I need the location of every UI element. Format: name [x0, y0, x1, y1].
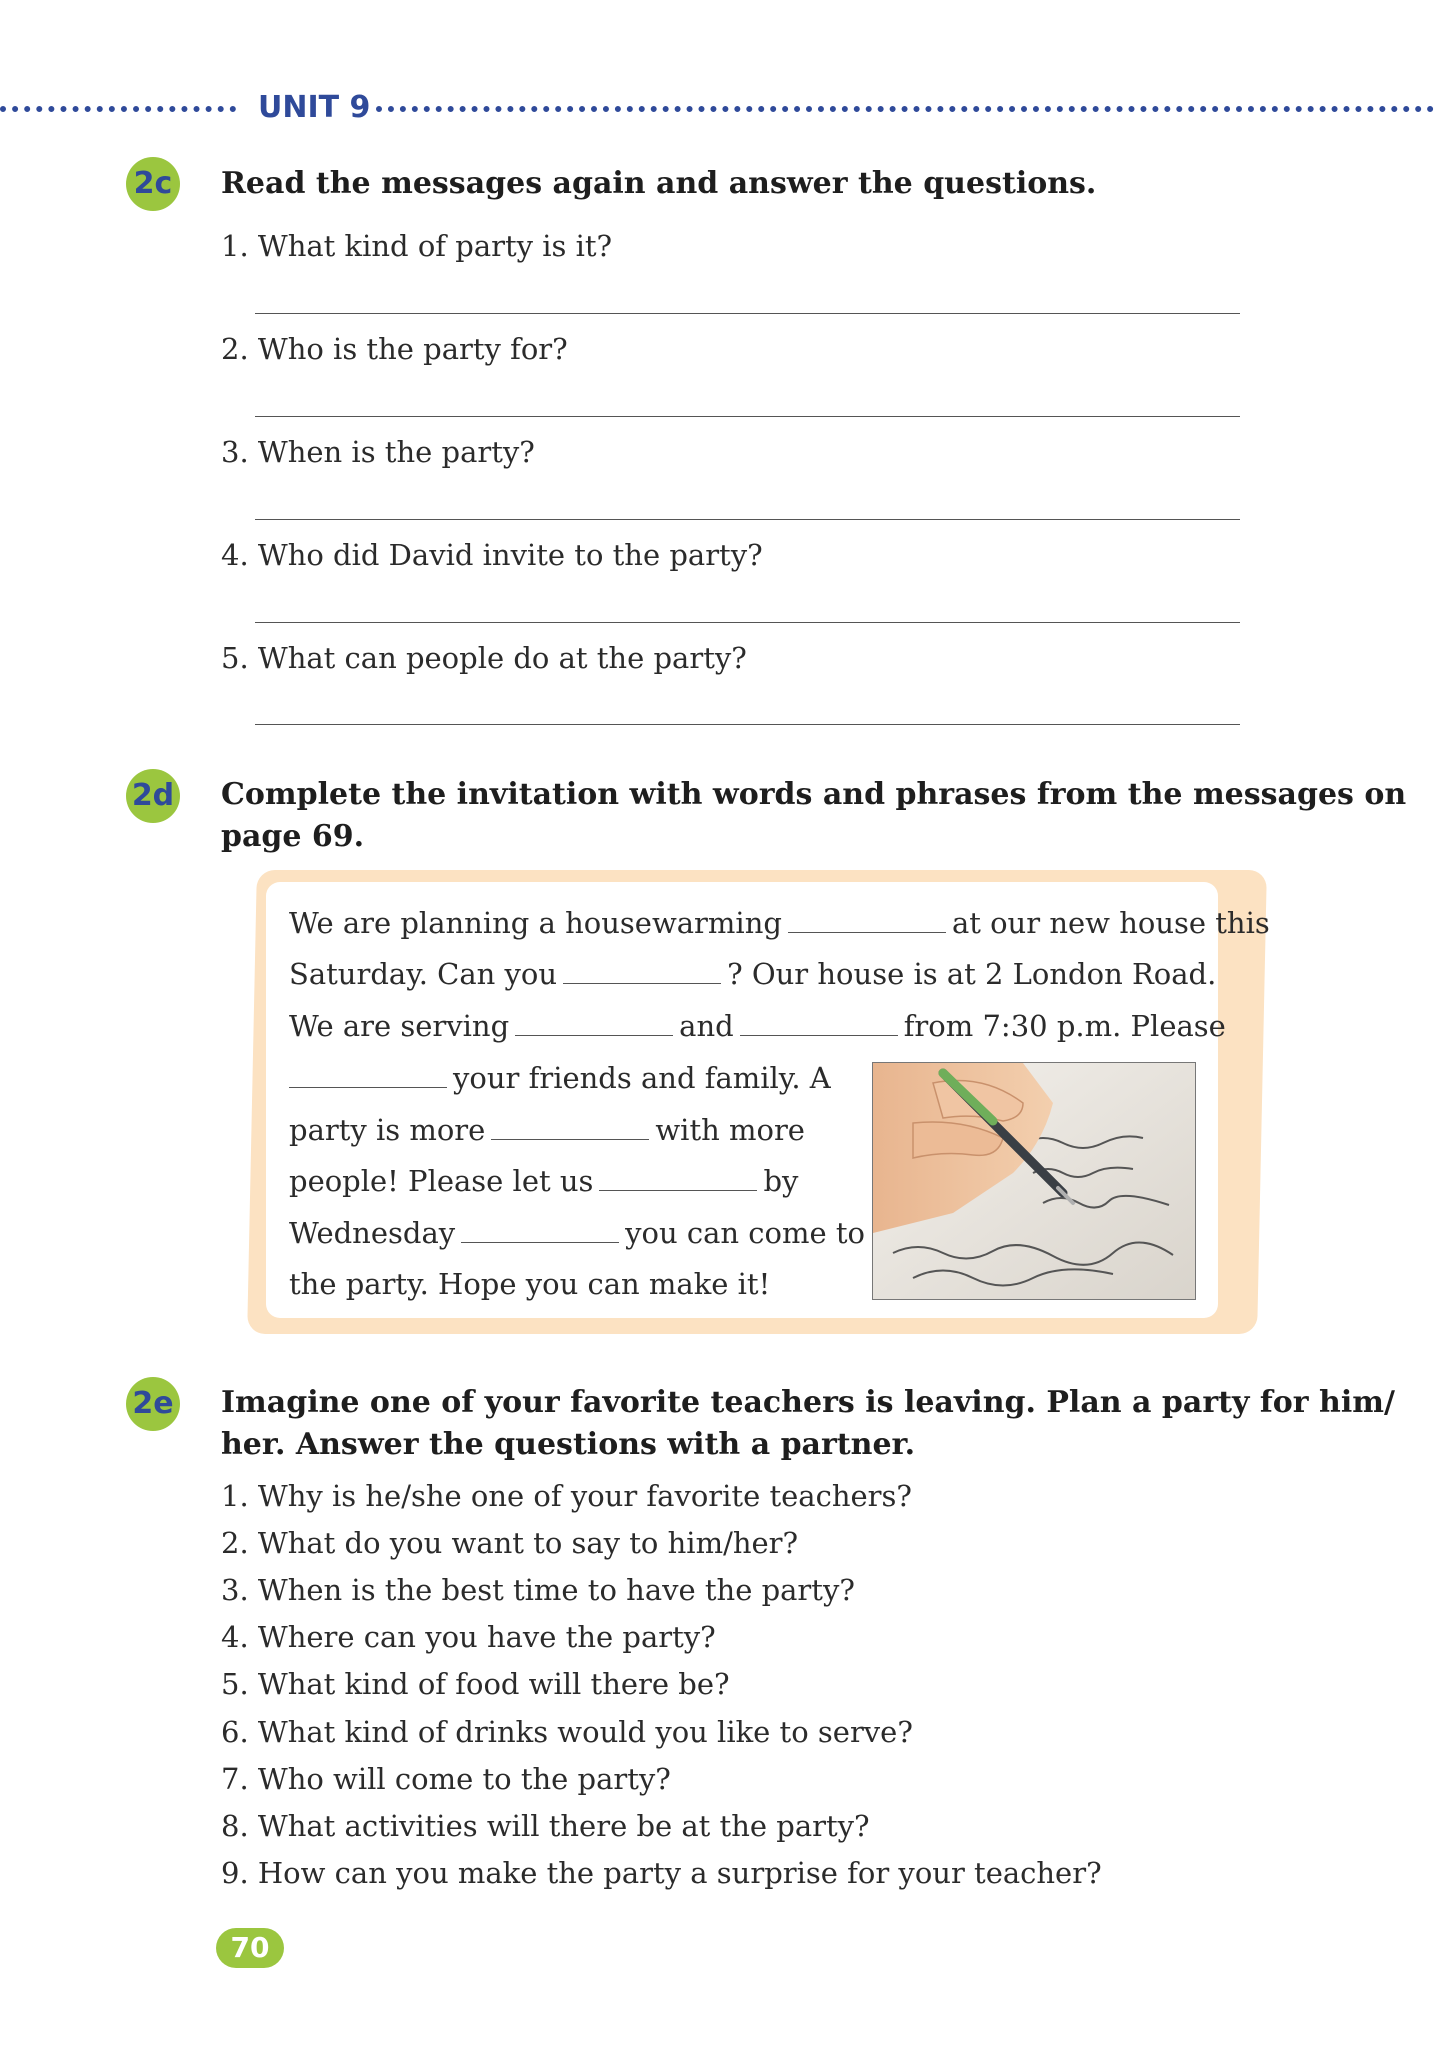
invitation-text: Wednesday — [289, 1216, 456, 1250]
question-2e-4: 4. Where can you have the party? — [221, 1620, 716, 1654]
blank-4[interactable] — [740, 1009, 898, 1036]
answer-line-2c-5[interactable] — [255, 724, 1240, 725]
invitation-line-7 — [289, 1213, 865, 1253]
invitation-text: party is more — [289, 1113, 486, 1147]
heading-2d-line2: page 69. — [221, 819, 365, 854]
invitation-text: by — [763, 1164, 799, 1198]
header-dots-left — [0, 106, 236, 112]
invitation-line-3 — [289, 1006, 1226, 1046]
question-2e-8: 8. What activities will there be at the party? — [221, 1809, 870, 1843]
invitation-text: you can come to — [625, 1216, 865, 1250]
invitation-text: Saturday. Can you — [289, 957, 558, 991]
answer-line-2c-2[interactable] — [255, 416, 1240, 417]
answer-line-2c-1[interactable] — [255, 313, 1240, 314]
unit-title: UNIT 9 — [258, 90, 371, 125]
blank-1[interactable] — [788, 906, 946, 933]
badge-2e: 2e — [126, 1377, 180, 1431]
invitation-text: your friends and family. A — [453, 1061, 831, 1095]
invitation-text: at our new house this — [951, 906, 1270, 940]
answer-line-2c-3[interactable] — [255, 519, 1240, 520]
invitation-line-4 — [289, 1058, 831, 1098]
invitation-text: people! Please let us — [289, 1164, 594, 1198]
writing-hand-photo — [872, 1062, 1196, 1300]
invitation-text: We are serving — [289, 1009, 510, 1043]
blank-2[interactable] — [563, 957, 721, 984]
question-2e-6: 6. What kind of drinks would you like to serve? — [221, 1715, 913, 1749]
question-2c-1: 1. What kind of party is it? — [221, 229, 613, 263]
badge-2d: 2d — [126, 769, 180, 823]
blank-6[interactable] — [491, 1113, 649, 1140]
heading-2d-line1: Complete the invitation with words and phrases from the messages on — [221, 777, 1407, 812]
invitation-text: the party. Hope you can make it! — [289, 1267, 771, 1301]
invitation-line-2 — [289, 954, 1216, 994]
invitation-text: with more — [655, 1113, 805, 1147]
blank-8[interactable] — [461, 1216, 619, 1243]
page-number: 70 — [216, 1928, 284, 1968]
question-2e-2: 2. What do you want to say to him/her? — [221, 1526, 799, 1560]
question-2c-5: 5. What can people do at the party? — [221, 641, 747, 675]
invitation-text: and — [679, 1009, 734, 1043]
writing-hand-illustration — [873, 1063, 1195, 1299]
blank-3[interactable] — [515, 1009, 673, 1036]
question-2e-7: 7. Who will come to the party? — [221, 1762, 671, 1796]
invitation-text: ? Our house is at 2 London Road. — [727, 957, 1217, 991]
question-2c-4: 4. Who did David invite to the party? — [221, 538, 763, 572]
heading-2c: Read the messages again and answer the questions. — [221, 166, 1097, 201]
blank-5[interactable] — [289, 1061, 447, 1088]
invitation-text: from 7:30 p.m. Please — [903, 1009, 1226, 1043]
badge-2c: 2c — [126, 157, 180, 211]
question-2e-3: 3. When is the best time to have the party? — [221, 1573, 855, 1607]
invitation-line-6 — [289, 1161, 798, 1201]
question-2c-2: 2. Who is the party for? — [221, 332, 568, 366]
question-2e-1: 1. Why is he/she one of your favorite teachers? — [221, 1479, 912, 1513]
unit-header — [0, 88, 1434, 128]
question-2e-9: 9. How can you make the party a surprise for your teacher? — [221, 1856, 1102, 1890]
header-dots-right — [376, 106, 1434, 112]
heading-2e-line2: her. Answer the questions with a partner. — [221, 1427, 916, 1462]
question-2c-3: 3. When is the party? — [221, 435, 535, 469]
invitation-line-5 — [289, 1110, 805, 1150]
heading-2e-line1: Imagine one of your favorite teachers is leaving. Plan a party for him/ — [221, 1385, 1395, 1420]
question-2e-5: 5. What kind of food will there be? — [221, 1667, 730, 1701]
invitation-line-1 — [289, 903, 1270, 943]
invitation-line-8 — [289, 1264, 770, 1304]
invitation-text: We are planning a housewarming — [289, 906, 782, 940]
answer-line-2c-4[interactable] — [255, 622, 1240, 623]
blank-7[interactable] — [599, 1164, 757, 1191]
